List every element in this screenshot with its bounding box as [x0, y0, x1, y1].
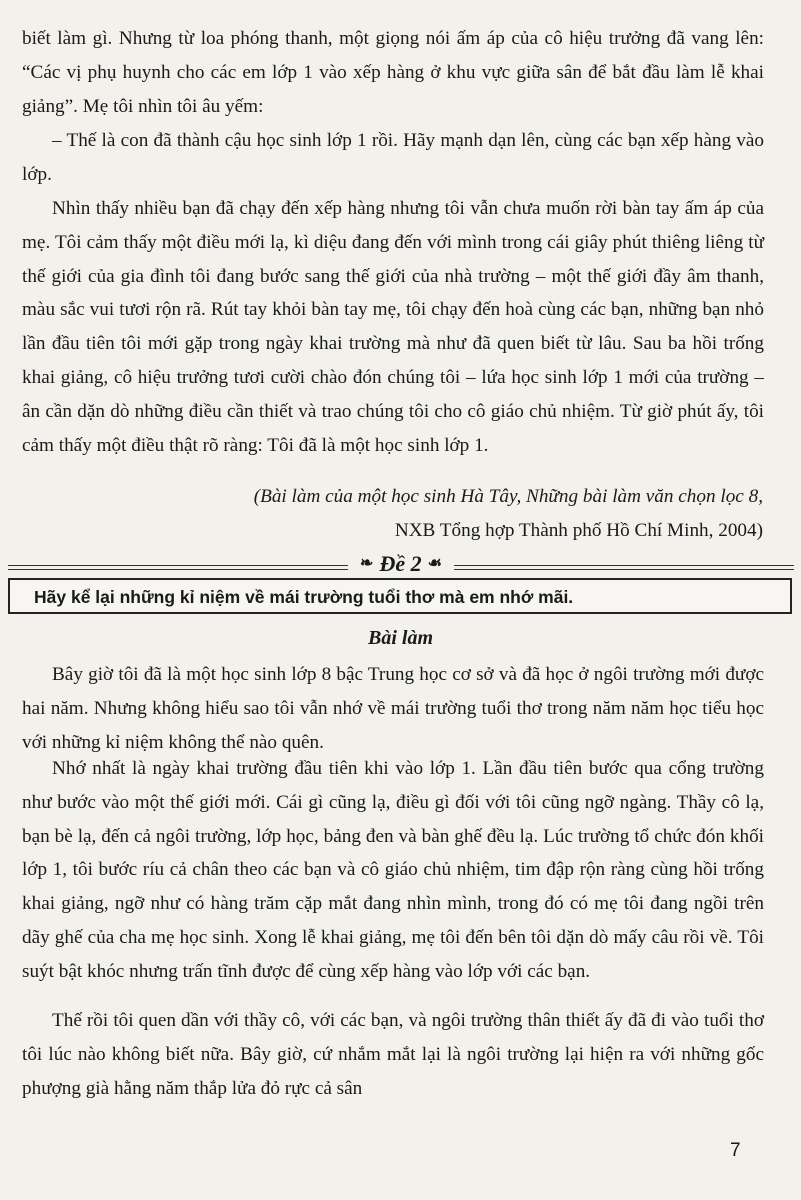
essay-title: Bài làm [367, 627, 433, 649]
citation-plain: NXB Tổng hợp Thành phố Hồ Chí Minh, 2004) [394, 519, 763, 541]
section-banner [8, 552, 794, 578]
source-citation [22, 480, 763, 548]
prompt-text: Hãy kể lại những kỉ niệm về mái trường tuổi thơ mà em nhớ mãi. [34, 587, 574, 607]
essay-paragraph-3: Thế rồi tôi quen dần với thầy cô, với các bạn, và ngôi trường thân thiết ấy đã đi vào tuổi thơ tôi lúc nào không biết nữa. Bây giờ, cứ nhắm mắt lại là ngôi trường lại hiện ra với những gốc phượng già hằng năm thắp lửa đỏ rực cả sân [22, 1010, 764, 1099]
left-ornament-icon: ❧ [360, 555, 374, 572]
section-label-text: Đề 2 [379, 551, 422, 576]
prompt-box [8, 578, 792, 614]
essay-paragraph-1: Bây giờ tôi đã là một học sinh lớp 8 bậc Trung học cơ sở và đã học ở ngôi trường mới được hai năm. Nhưng không hiểu sao tôi vẫn nhớ về mái trường tuổi thơ trong năm năm học tiểu học với những kỉ niệm không thể nào quên. [22, 664, 764, 753]
dialogue-paragraph: – Thế là con đã thành cậu học sinh lớp 1 rồi. Hãy mạnh dạn lên, cùng các bạn xếp hàng vào lớp. [22, 130, 764, 185]
section-label [348, 550, 454, 578]
memory-paragraph: Nhìn thấy nhiều bạn đã chạy đến xếp hàng nhưng tôi vẫn chưa muốn rời bàn tay ấm áp của mẹ. Tôi cảm thấy một điều mới lạ, kì diệu đang đến với mình trong cái giây phút thiêng liêng từ thế giới của gia đình tôi đang bước sang thế giới của nhà trường – một thế giới đầy âm thanh, màu sắc vui tươi rộn rã. Rút tay khỏi bàn tay mẹ, tôi chạy đến hoà cùng các bạn, những bạn nhỏ lần đầu tiên tôi mới gặp trong ngày khai trường mà như đã quen biết từ lâu. Sau ba hồi trống khai giảng, cô hiệu trưởng tươi cười chào đón chúng tôi – lứa học sinh lớp 1 mới của trường – ân cần dặn dò những điều cần thiết và trao chúng tôi cho cô giáo chủ nhiệm. Từ giờ phút ấy, tôi cảm thấy một điều thật rõ ràng: Tôi đã là một học sinh lớp 1. [22, 198, 764, 456]
citation-italic: (Bài làm của một học sinh Hà Tây, Những bài làm văn chọn lọc 8, [253, 486, 763, 507]
right-ornament-icon: ☙ [427, 555, 442, 572]
essay-paragraph-2: Nhớ nhất là ngày khai trường đầu tiên khi vào lớp 1. Lần đầu tiên bước qua cổng trường như bước vào một thế giới mới. Cái gì cũng lạ, điều gì đối với tôi cũng ngỡ ngàng. Thầy cô lạ, bạn bè lạ, đến cả ngôi trường, lớp học, bảng đen và bàn ghế đều lạ. Lúc trường tổ chức đón khối lớp 1, tôi bước ríu cả chân theo các bạn và cô giáo chủ nhiệm, tim đập rộn ràng cùng hồi trống khai giảng, ngỡ như có hàng trăm cặp mắt đang nhìn mình, trong đó có mẹ tôi đang ngồi trên dãy ghế của cha mẹ học sinh. Xong lễ khai giảng, mẹ tôi đến bên tôi dặn dò mấy câu rồi về. Tôi suýt bật khóc nhưng trấn tĩnh được để cùng xếp hàng vào lớp với các bạn. [22, 758, 764, 982]
continuation-paragraph: biết làm gì. Nhưng từ loa phóng thanh, một giọng nói ấm áp của cô hiệu trưởng đã vang lên: “Các vị phụ huynh cho các em lớp 1 vào xếp hàng ở khu vực giữa sân để bắt đầu làm lễ khai giảng”. Mẹ tôi nhìn tôi âu yếm: [22, 28, 764, 117]
page-number: 7 [730, 1140, 741, 1161]
